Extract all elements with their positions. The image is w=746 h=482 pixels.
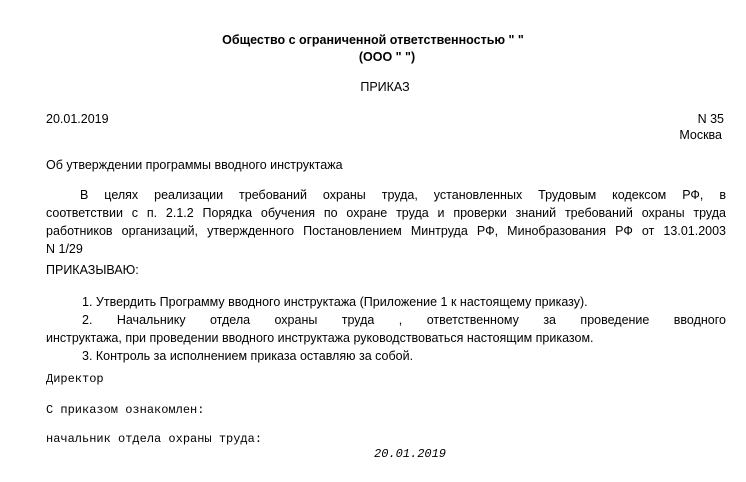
- director-label: Директор: [46, 372, 104, 386]
- order-date: 20.01.2019: [46, 112, 109, 126]
- order-items: [46, 293, 726, 365]
- order-city: Москва: [679, 128, 722, 142]
- order-heading: ПРИКАЗЫВАЮ:: [46, 263, 139, 277]
- order-number: N 35: [697, 112, 724, 126]
- preamble-line: В целях реализации требований охраны труда, установленных Трудовым кодексом РФ, в: [80, 188, 726, 202]
- org-name-line1: Общество с ограниченной ответственностью " ": [222, 33, 524, 47]
- preamble-line: работников организаций, утвержденного Постановлением Минтруда РФ, Минобразования РФ от 13.01.2003: [46, 224, 726, 238]
- order-item-2-line2: инструктажа, при проведении вводного инструктажа руководствоваться настоящим приказом.: [46, 331, 594, 345]
- preamble-line: соответствии с п. 2.1.2 Порядка обучения по охране труда и проверки знаний требований охраны труда: [46, 206, 726, 220]
- preamble-line: N 1/29: [46, 242, 83, 256]
- order-subject: Об утверждении программы вводного инструктажа: [46, 158, 343, 172]
- head-of-safety-label: начальник отдела охраны труда:: [46, 432, 263, 446]
- acknowledged-label: С приказом ознакомлен:: [46, 403, 205, 417]
- order-item-2-line1: 2. Начальнику отдела охраны труда , ответственному за проведение вводного: [82, 313, 726, 327]
- acknowledgement-date: 20.01.2019: [374, 447, 447, 461]
- preamble-paragraph: [46, 186, 726, 258]
- order-item-1: 1. Утвердить Программу вводного инструктажа (Приложение 1 к настоящему приказу).: [82, 295, 588, 309]
- org-name-line2: (ООО " "): [358, 50, 416, 64]
- order-item-3: 3. Контроль за исполнением приказа оставляю за собой.: [82, 349, 414, 363]
- document-title: ПРИКАЗ: [360, 80, 410, 94]
